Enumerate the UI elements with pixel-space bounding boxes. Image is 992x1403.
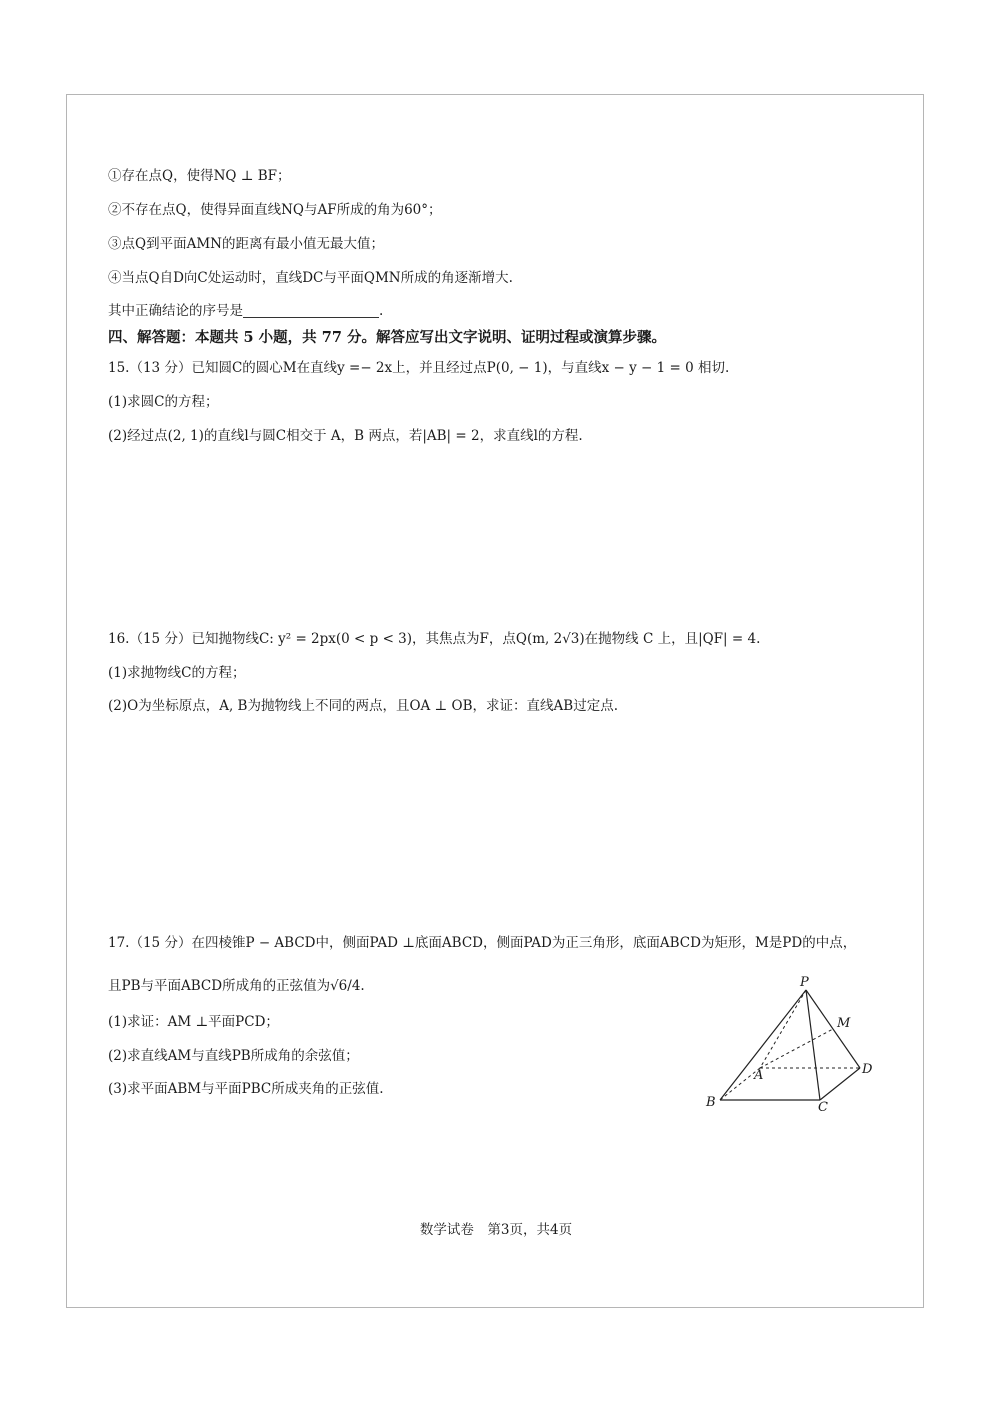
question-17-part-1: (1)求证：AM ⊥平面PCD； <box>108 1014 279 1030</box>
answer-blank[interactable] <box>243 303 379 318</box>
edge-pa <box>760 990 806 1068</box>
label-c: C <box>818 1100 828 1115</box>
edge-cd <box>820 1068 860 1100</box>
option-3: ③点Q到平面AMN的距离有最小值无最大值； <box>108 236 384 252</box>
page-footer: 数学试卷 第3页，共4页 <box>419 1222 573 1238</box>
question-16-part-1: (1)求抛物线C的方程； <box>108 665 246 681</box>
answer-prompt <box>108 302 383 320</box>
question-17-part-2: (2)求直线AM与直线PB所成角的余弦值； <box>108 1048 359 1064</box>
option-4: ④当点Q自D向C处运动时，直线DC与平面QMN所成的角逐渐增大. <box>108 270 513 286</box>
label-b: B <box>706 1095 716 1110</box>
pyramid-figure <box>700 970 890 1115</box>
label-d: D <box>862 1062 873 1077</box>
option-2: ②不存在点Q，使得异面直线NQ与AF所成的角为60°； <box>108 202 442 218</box>
question-15-part-2: (2)经过点(2, 1)的直线l与圆C相交于 A，B 两点，若|AB| = 2，求直线l的方程. <box>108 428 583 444</box>
question-15: 15.（13 分）已知圆C的圆心M在直线y =− 2x上，并且经过点P(0, − 1)，与直线x − y − 1 = 0 相切. <box>108 360 730 376</box>
question-17-part-3: (3)求平面ABM与平面PBC所成夹角的正弦值. <box>108 1081 384 1097</box>
label-a: A <box>754 1068 764 1083</box>
question-17: 17.（15 分）在四棱锥P − ABCD中，侧面PAD ⊥底面ABCD，侧面PAD为正三角形，底面ABCD为矩形，M是PD的中点， <box>108 935 857 951</box>
question-16-part-2: (2)O为坐标原点，A, B为抛物线上不同的两点，且OA ⊥ OB，求证：直线AB过定点. <box>108 698 618 714</box>
option-1: ①存在点Q，使得NQ ⊥ BF； <box>108 168 291 184</box>
question-16: 16.（15 分）已知抛物线C: y² = 2px(0 < p < 3)，其焦点为F，点Q(m, 2√3)在抛物线 C 上，且|QF| = 4. <box>108 631 761 647</box>
answer-suffix: . <box>379 303 384 319</box>
question-17-continued: 且PB与平面ABCD所成角的正弦值为√6/4. <box>108 978 365 994</box>
label-m: M <box>837 1016 851 1031</box>
section-heading: 四、解答题：本题共 5 小题，共 77 分。解答应写出文字说明、证明过程或演算步骤。 <box>108 329 666 346</box>
question-15-part-1: (1)求圆C的方程； <box>108 394 219 410</box>
edge-pb <box>720 990 806 1100</box>
label-p: P <box>800 975 809 990</box>
answer-prompt-text: 其中正确结论的序号是 <box>108 303 243 319</box>
